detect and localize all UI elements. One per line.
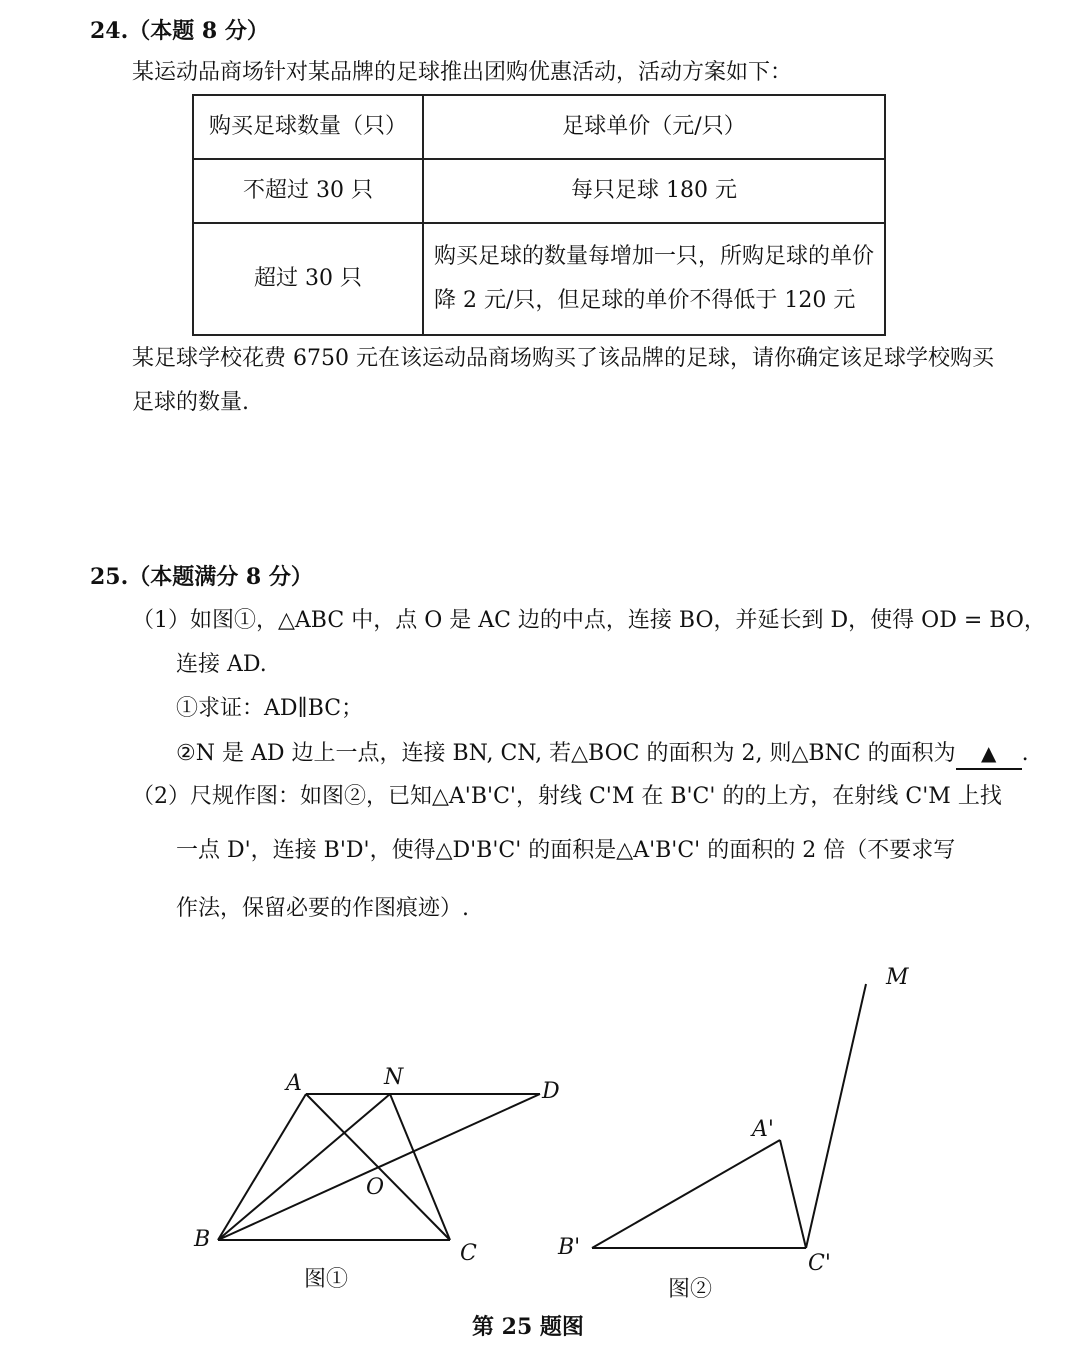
figure-1 [218, 1094, 540, 1240]
q24-question-line2: 足球的数量. [132, 390, 249, 415]
table-cell-discount-rule: 购买足球的数量每增加一只，所购足球的单价降 2 元/只，但足球的单价不得低于 120 元 [423, 223, 885, 335]
answer-blank: ▲ [956, 738, 1022, 770]
ray-C'M [806, 984, 866, 1248]
table-header-quantity: 购买足球数量（只） [193, 95, 423, 159]
point-label-M: M [886, 965, 909, 990]
q25-part1-sub2-text: ②N 是 AD 边上一点，连接 BN, CN, 若△BOC 的面积为 2, 则△BNC 的面积为 [176, 741, 956, 766]
q25-part1-sub2-end: . [1021, 741, 1029, 766]
figure-title: 第 25 题图 [472, 1314, 584, 1340]
point-label-A-prime: A' [752, 1117, 774, 1142]
point-label-A: A [286, 1071, 302, 1096]
q25-part2-line1: （2）尺规作图：如图②，已知△A'B'C'，射线 C'M 在 B'C' 的的上方，在射线 C'M 上找 [132, 784, 1002, 809]
q24-question-line1: 某足球学校花费 6750 元在该运动品商场购买了该品牌的足球，请你确定该足球学校购买 [132, 346, 994, 371]
q25-part1-line1: （1）如图①，△ABC 中，点 O 是 AC 边的中点，连接 BO，并延长到 D，使得 OD = BO， [132, 608, 1046, 633]
point-label-O: O [366, 1175, 385, 1200]
figure-2-caption: 图② [668, 1277, 713, 1302]
discount-table [192, 94, 886, 336]
point-label-N: N [384, 1065, 404, 1090]
segment-B'A' [592, 1140, 780, 1248]
segment-A'C' [780, 1140, 806, 1248]
point-label-B: B [194, 1227, 211, 1252]
q25-header: 25.（本题满分 8 分） [90, 564, 313, 590]
table-cell-price180: 每只足球 180 元 [423, 159, 885, 223]
table-cell-gt30: 超过 30 只 [193, 223, 423, 335]
point-label-D: D [542, 1079, 560, 1104]
q25-part1-line2: 连接 AD. [176, 652, 267, 677]
q25-part2-line3: 作法，保留必要的作图痕迹）. [176, 896, 469, 921]
point-label-C: C [460, 1241, 477, 1266]
segment-NC [390, 1094, 450, 1240]
figures-svg [0, 950, 1080, 1371]
q25-part1-sub1: ①求证：AD∥BC； [176, 696, 364, 721]
q25-part1-sub2 [176, 738, 1029, 770]
q25-part2-line2: 一点 D'，连接 B'D'，使得△D'B'C' 的面积是△A'B'C' 的面积的 2 倍（不要求写 [176, 838, 956, 863]
segment-BD [218, 1094, 540, 1240]
q24-intro: 某运动品商场针对某品牌的足球推出团购优惠活动，活动方案如下： [132, 60, 793, 85]
table-header-price: 足球单价（元/只） [423, 95, 885, 159]
segment-BN [218, 1094, 390, 1240]
point-label-B-prime: B' [558, 1235, 581, 1260]
point-label-C-prime: C' [808, 1251, 831, 1276]
table-cell-le30: 不超过 30 只 [193, 159, 423, 223]
segment-AB [218, 1094, 306, 1240]
figure-1-caption: 图① [304, 1267, 349, 1292]
figure-2 [592, 984, 866, 1248]
q24-header: 24.（本题 8 分） [90, 18, 269, 44]
